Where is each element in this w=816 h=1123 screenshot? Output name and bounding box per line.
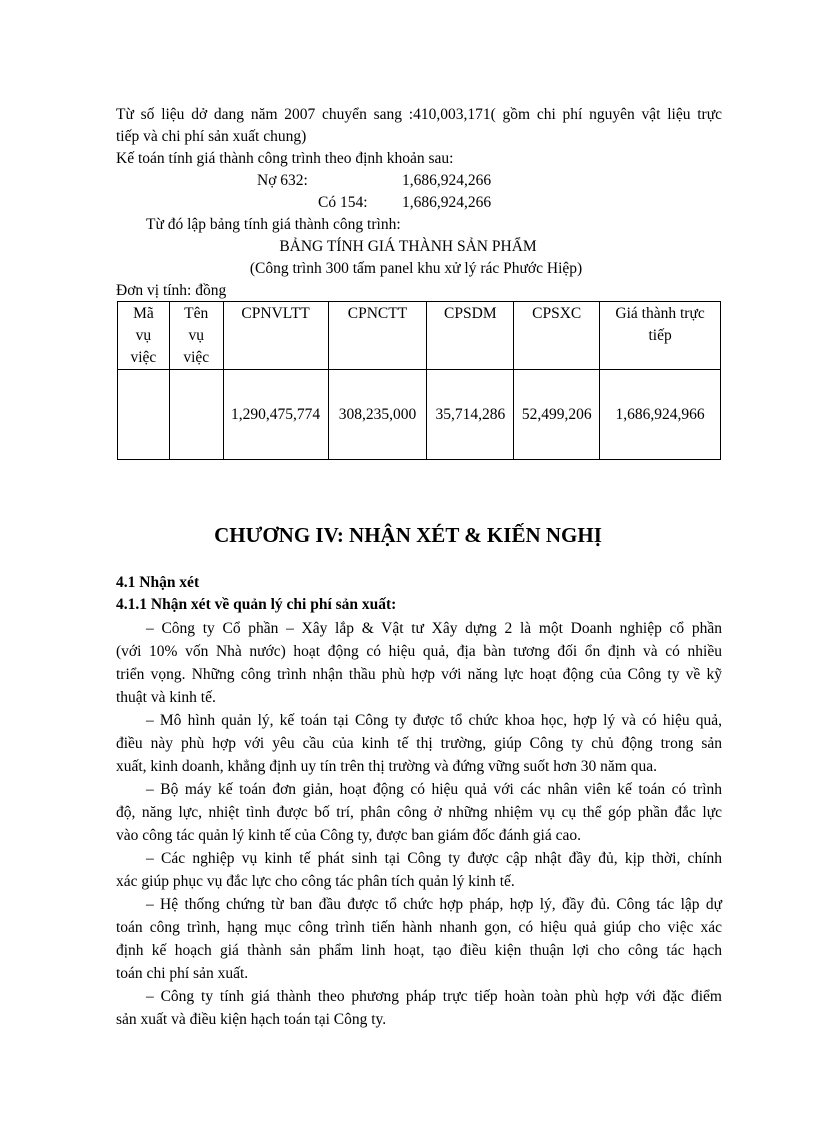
cell-cpnvltt: 1,290,475,774 [223, 370, 328, 460]
cell-cpsdm: 35,714,286 [427, 370, 514, 460]
paragraph-1-line-2: (với 10% vốn Nhà nước) hoạt động có hiệu quả, địa bàn tương đối ổn định và có nhiều [116, 643, 722, 660]
debit-label: Nợ 632: [257, 172, 308, 189]
table-row [118, 370, 721, 460]
table-subtitle: (Công trình 300 tấm panel khu xử lý rác Phước Hiệp) [249, 260, 583, 277]
header-gia-thanh: Giá thành trực tiếp [600, 302, 721, 370]
paragraph-3-line-2: độ, năng lực, nhiệt tình được bố trí, phân công ở những nhiệm vụ cụ thể góp phần đắc lực [116, 804, 722, 821]
header-ten-vu-viec: Tên vụ việc [169, 302, 223, 370]
intro-line-4: Từ đó lập bảng tính giá thành công trình: [146, 216, 401, 233]
cost-table [117, 301, 721, 460]
intro-line-1: Từ số liệu dở dang năm 2007 chuyển sang :410,003,171( gồm chi phí nguyên vật liệu trực [116, 106, 722, 123]
paragraph-6-line-1: – Công ty tính giá thành theo phương pháp trực tiếp hoàn toàn phù hợp với đặc điểm [146, 988, 722, 1005]
header-ma-vu-viec: Mã vụ việc [118, 302, 170, 370]
chapter-title: CHƯƠNG IV: NHẬN XÉT & KIẾN NGHỊ [214, 523, 602, 547]
debit-amount: 1,686,924,266 [402, 172, 492, 189]
paragraph-4-line-1: – Các nghiệp vụ kinh tế phát sinh tại Công ty được cập nhật đầy đủ, kịp thời, chính [146, 850, 722, 867]
paragraph-1-line-4: thuật và kinh tế. [116, 689, 216, 706]
intro-line-2: tiếp và chi phí sản xuất chung) [116, 128, 307, 145]
paragraph-2-line-1: – Mô hình quản lý, kế toán tại Công ty được tổ chức khoa học, hợp lý và có hiệu quả, [146, 712, 722, 729]
table-title: BẢNG TÍNH GIÁ THÀNH SẢN PHẨM [279, 238, 537, 255]
paragraph-4-line-2: xác giúp phục vụ đắc lực cho công tác phân tích quản lý kinh tế. [116, 873, 515, 890]
cell-cpnctt: 308,235,000 [328, 370, 427, 460]
paragraph-5-line-4: toán chi phí sản xuất. [116, 965, 249, 982]
header-cpnctt: CPNCTT [328, 302, 427, 370]
paragraph-5-line-3: định kế hoạch giá thành sản phẩm linh hoạt, tạo điều kiện thuận lợi cho công tác hạch [116, 942, 722, 959]
paragraph-2-line-3: xuất, kinh doanh, khẳng định uy tín trên thị trường và đứng vững suốt hơn 30 năm qua. [116, 758, 657, 775]
paragraph-3-line-3: vào công tác quản lý kinh tế của Công ty, được ban giám đốc đánh giá cao. [116, 827, 581, 844]
paragraph-1-line-3: triển vọng. Những công trình nhận thầu phù hợp với năng lực hoạt động của Công ty về kỹ [116, 666, 722, 683]
section-4-1-1-heading: 4.1.1 Nhận xét về quản lý chi phí sản xuất: [116, 596, 397, 613]
cell-gia-thanh: 1,686,924,966 [600, 370, 721, 460]
paragraph-2-line-2: điều này phù hợp với yêu cầu của kinh tế thị trường, giúp Công ty chủ động trong sản [116, 735, 722, 752]
unit-label: Đơn vị tính: đồng [116, 282, 227, 299]
paragraph-5-line-2: toán công trình, hạng mục công trình tiến hành nhanh gọn, có hiệu quả giúp cho việc xác [116, 919, 722, 936]
paragraph-1-line-1: – Công ty Cổ phần – Xây lắp & Vật tư Xây dựng 2 là một Doanh nghiệp cổ phần [146, 620, 722, 637]
header-cpsdm: CPSDM [427, 302, 514, 370]
paragraph-5-line-1: – Hệ thống chứng từ ban đầu được tổ chức hợp pháp, hợp lý, đầy đủ. Công tác lập dự [146, 896, 722, 913]
cell-cpsxc: 52,499,206 [514, 370, 600, 460]
intro-line-3: Kế toán tính giá thành công trình theo định khoản sau: [116, 150, 454, 167]
table-header-row [118, 302, 721, 370]
paragraph-3-line-1: – Bộ máy kế toán đơn giản, hoạt động có hiệu quả với các nhân viên kế toán có trình [146, 781, 722, 798]
credit-amount: 1,686,924,266 [402, 194, 492, 211]
paragraph-6-line-2: sản xuất và điều kiện hạch toán tại Công ty. [116, 1011, 387, 1028]
cell-ten-vu-viec [169, 370, 223, 460]
credit-label: Có 154: [318, 194, 368, 211]
header-cpnvltt: CPNVLTT [223, 302, 328, 370]
header-cpsxc: CPSXC [514, 302, 600, 370]
section-4-1-heading: 4.1 Nhận xét [116, 574, 200, 591]
cell-ma-vu-viec [118, 370, 170, 460]
